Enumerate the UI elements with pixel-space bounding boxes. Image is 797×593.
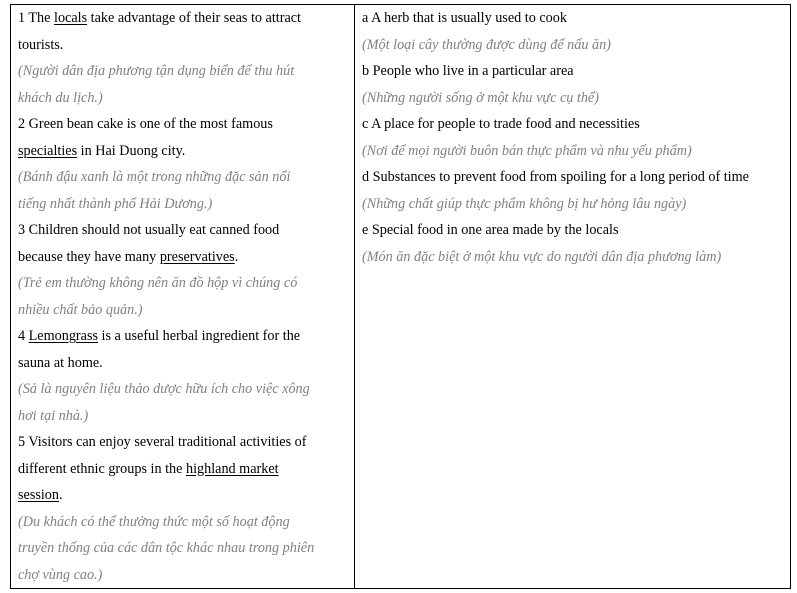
sentence-line: because they have many preservatives.: [18, 248, 239, 265]
definition-letter: a: [362, 10, 369, 26]
definition-item-b: [362, 58, 790, 111]
sentence-line: 5 Visitors can enjoy several traditional activities of: [18, 434, 307, 450]
sentence-number: 1: [18, 10, 26, 26]
definition-line: a A herb that is usually used to cook: [362, 10, 567, 26]
translation-line: tiếng nhất thành phố Hải Dương.): [18, 195, 213, 212]
keyword-specialties: specialties: [18, 142, 78, 159]
sentence-item-5: [18, 429, 348, 588]
sentence-item-2: [18, 111, 348, 217]
definition-letter: b: [362, 63, 370, 79]
matching-table: [10, 4, 791, 589]
keyword-lemongrass: Lemongrass: [28, 328, 98, 344]
definition-letter: c: [362, 116, 369, 132]
definition-item-a: [362, 5, 790, 58]
sentence-line: 1 The locals take advantage of their seas to attract: [18, 10, 301, 26]
sentence-line: 4 Lemongrass is a useful herbal ingredient for the: [18, 328, 301, 344]
translation-line: (Những người sống ở một khu vực cụ thể): [362, 89, 599, 106]
translation-line: (Bánh đậu xanh là một trong những đặc sản nổi: [18, 169, 291, 185]
sentence-item-1: [18, 5, 348, 111]
translation-line: (Những chất giúp thực phẩm không bị hư hỏng lâu ngày): [362, 195, 687, 212]
sentence-line: 3 Children should not usually eat canned food: [18, 222, 280, 238]
translation-line: (Trẻ em thường không nên ăn đồ hộp vì chúng có: [18, 275, 298, 291]
sentence-line: sauna at home.: [18, 354, 103, 371]
definition-line: b People who live in a particular area: [362, 63, 574, 79]
translation-line: (Nơi để mọi người buôn bán thực phẩm và nhu yếu phẩm): [362, 142, 692, 159]
sentence-item-4: [18, 323, 348, 429]
translation-line: (Người dân địa phương tận dụng biển để thu hút: [18, 63, 295, 79]
definition-line: d Substances to prevent food from spoiling for a long period of time: [362, 169, 749, 185]
sentence-line: 2 Green bean cake is one of the most famous: [18, 116, 273, 132]
translation-line: khách du lịch.): [18, 89, 103, 106]
keyword-session: session: [18, 487, 59, 503]
keyword-highland-market: highland market: [185, 460, 279, 477]
definitions-column: [355, 5, 790, 588]
translation-line: chợ vùng cao.): [18, 566, 103, 583]
translation-line: hơi tại nhà.): [18, 407, 89, 424]
sentence-number: 2: [18, 116, 26, 132]
sentence-line: tourists.: [18, 36, 64, 53]
translation-line: nhiều chất bảo quản.): [18, 301, 143, 318]
sentence-number: 4: [18, 328, 26, 344]
sentences-column: [11, 5, 355, 588]
definition-item-d: [362, 164, 790, 217]
translation-line: (Sả là nguyên liệu thảo dược hữu ích cho việc xông: [18, 381, 310, 397]
sentence-number: 3: [18, 222, 26, 238]
keyword-locals: locals: [54, 10, 88, 26]
sentence-line: different ethnic groups in the highland market: [18, 460, 279, 477]
definition-letter: d: [362, 169, 370, 185]
translation-line: (Du khách có thể thưởng thức một số hoạt động: [18, 513, 290, 530]
definition-line: c A place for people to trade food and necessities: [362, 116, 640, 132]
definition-item-e: [362, 217, 790, 270]
definition-letter: e: [362, 222, 369, 238]
definition-item-c: [362, 111, 790, 164]
sentence-number: 5: [18, 434, 26, 450]
keyword-preservatives: preservatives: [159, 248, 235, 265]
translation-line: truyền thống của các dân tộc khác nhau trong phiên: [18, 540, 315, 556]
sentence-line: specialties in Hai Duong city.: [18, 142, 186, 159]
translation-line: (Một loại cây thường được dùng để nấu ăn): [362, 36, 611, 53]
translation-line: (Món ăn đặc biệt ở một khu vực do người dân địa phương làm): [362, 248, 722, 265]
sentence-line: session.: [18, 487, 63, 503]
sentence-item-3: [18, 217, 348, 323]
definition-line: e Special food in one area made by the locals: [362, 222, 619, 238]
